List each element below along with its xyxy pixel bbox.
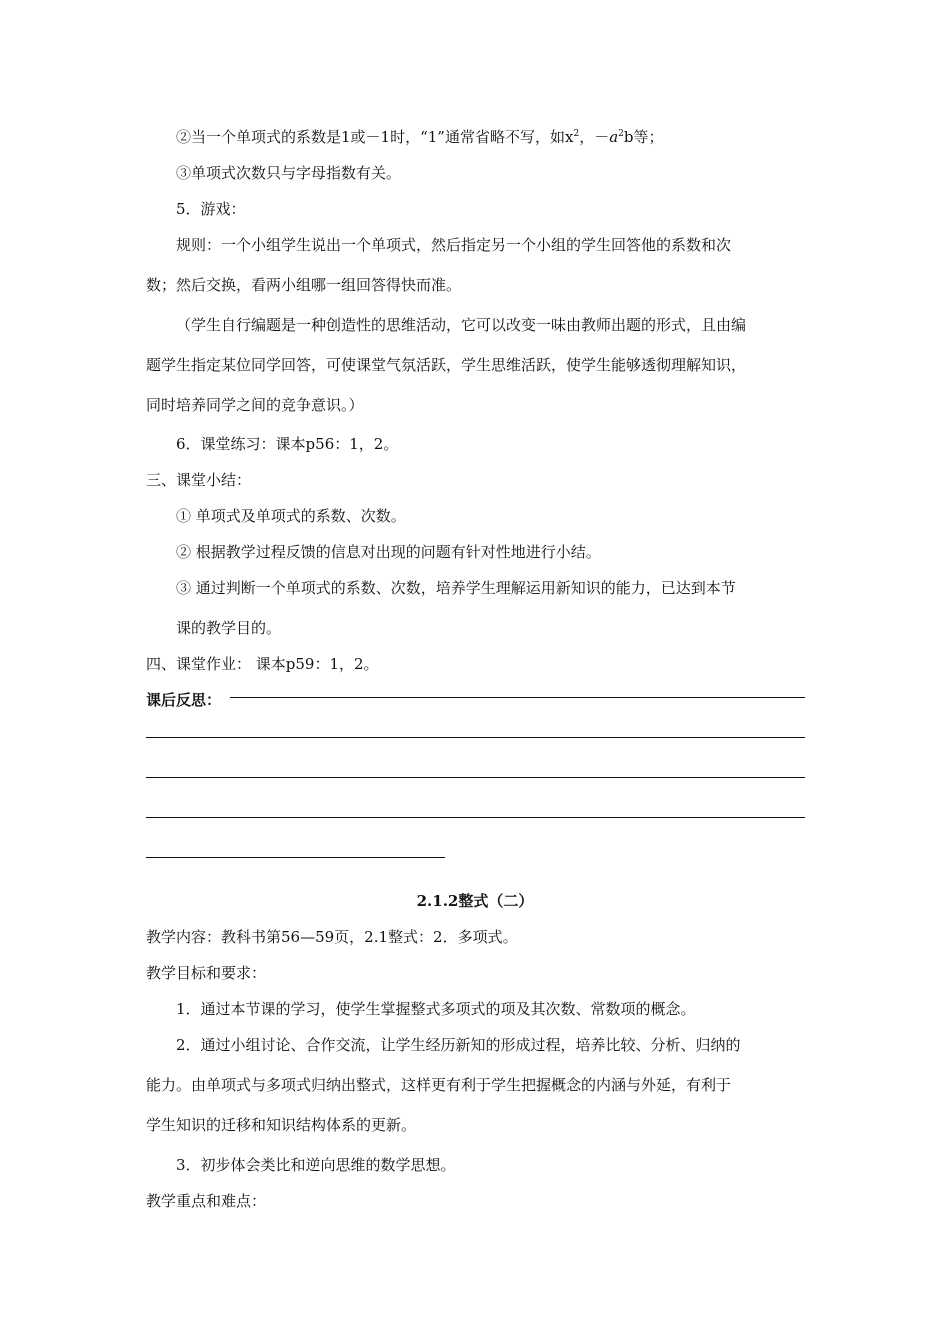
teaching-content: 教学内容：教科书第56—59页，2.1整式：2．多项式。: [146, 928, 518, 946]
goal-2-line-2: 能力。由单项式与多项式归纳出整式，这样更有利于学生把握概念的内涵与外延，有利于: [146, 1076, 732, 1094]
item-6-practice: 6．课堂练习：课本p56：1，2。: [176, 435, 399, 453]
game-note-line-2: 题学生指定某位同学回答，可使课堂气氛活跃，学生思维活跃，使学生能够透彻理解知识，: [146, 356, 747, 374]
goal-2-line-3: 学生知识的迁移和知识结构体系的更新。: [146, 1116, 417, 1134]
summary-item-1: ① 单项式及单项式的系数、次数。: [176, 507, 406, 525]
reflection-line-1: [230, 697, 805, 698]
game-note-line-1: （学生自行编题是一种创造性的思维活动，它可以改变一味由教师出题的形式，且由编: [176, 316, 747, 334]
note-2: ②当一个单项式的系数是1或－1时，“1”通常省略不写，如$x^2$，$-a^2b$等；: [176, 128, 664, 146]
game-note-line-3: 同时培养同学之间的竞争意识。）: [146, 396, 364, 414]
reflection-line-5: [146, 857, 445, 858]
note-3: ③单项式次数只与字母指数有关。: [176, 164, 402, 182]
item-5-heading: 5．游戏：: [176, 200, 246, 218]
goal-3: 3．初步体会类比和逆向思维的数学思想。: [176, 1156, 456, 1174]
goal-1: 1．通过本节课的学习，使学生掌握整式多项式的项及其次数、常数项的概念。: [176, 1000, 696, 1018]
reflection-label: 课后反思：: [146, 691, 222, 709]
key-points-heading: 教学重点和难点：: [146, 1192, 267, 1210]
section-4-homework: 四、课堂作业： 课本p59：1，2。: [146, 655, 379, 673]
summary-item-2: ② 根据教学过程反馈的信息对出现的问题有针对性地进行小结。: [176, 543, 601, 561]
game-rule-line-1: 规则：一个小组学生说出一个单项式，然后指定另一个小组的学生回答他的系数和次: [176, 236, 732, 254]
goal-2-line-1: 2．通过小组讨论、合作交流，让学生经历新知的形成过程，培养比较、分析、归纳的: [176, 1036, 741, 1054]
reflection-line-4: [146, 817, 805, 818]
reflection-line-2: [146, 737, 805, 738]
summary-item-3-line-2: 课的教学目的。: [176, 619, 282, 637]
section-title: 2.1.2整式（二）: [416, 892, 534, 910]
goals-heading: 教学目标和要求：: [146, 964, 267, 982]
section-3-heading: 三、课堂小结：: [146, 471, 252, 489]
game-rule-line-2: 数；然后交换，看两小组哪一组回答得快而准。: [146, 276, 462, 294]
summary-item-3-line-1: ③ 通过判断一个单项式的系数、次数，培养学生理解运用新知识的能力，已达到本节: [176, 579, 736, 597]
reflection-line-3: [146, 777, 805, 778]
